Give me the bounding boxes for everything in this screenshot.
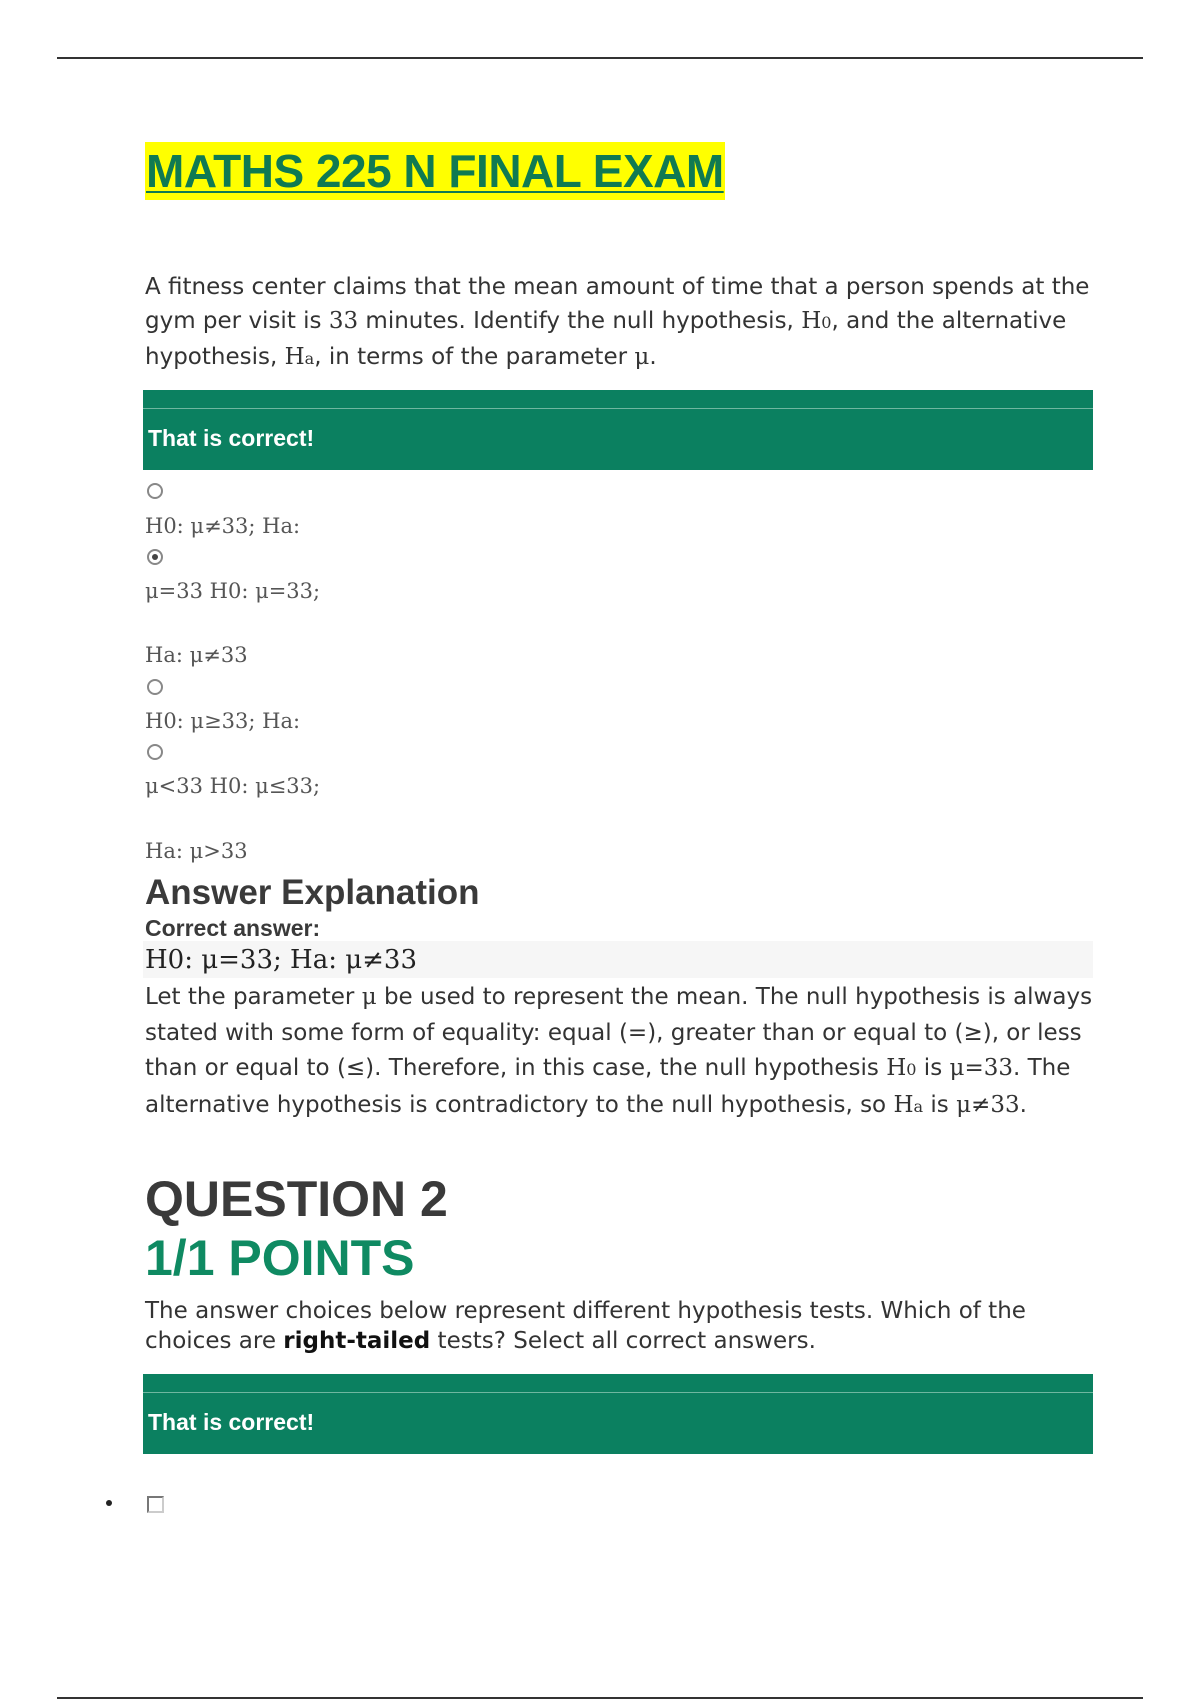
bottom-rule bbox=[57, 1697, 1143, 1699]
null-hypothesis-symbol: H0 bbox=[801, 308, 832, 334]
option-a-radio[interactable] bbox=[147, 483, 163, 499]
feedback-stripe bbox=[143, 1392, 1093, 1393]
question-2-points: 1/1 POINTS bbox=[145, 1230, 415, 1286]
feedback-stripe bbox=[143, 408, 1093, 409]
answer-explanation-heading: Answer Explanation bbox=[145, 873, 480, 912]
correct-answer-label: Correct answer: bbox=[145, 915, 321, 941]
question-1-text: A fitness center claims that the mean amount of time that a person spends at the gym per visit is 33 minutes. Identify the null hypothesis, H0, and the alternative hypothesis, Ha, in terms of the parameter μ. bbox=[145, 274, 1090, 370]
option-line-6: Ha: μ>33 bbox=[145, 839, 248, 863]
exam-title: MATHS 225 N FINAL EXAM bbox=[145, 142, 725, 200]
feedback-banner-q1 bbox=[143, 390, 1093, 470]
option-b-radio-selected[interactable] bbox=[147, 549, 163, 565]
question-2-text: The answer choices below represent different hypothesis tests. Which of the choices are right-tailed tests? Select all correct answers. bbox=[145, 1298, 1026, 1354]
alt-hypothesis-symbol: Ha bbox=[284, 344, 315, 370]
option-c-radio[interactable] bbox=[147, 679, 163, 695]
option-line-2: μ=33 H0: μ=33; bbox=[145, 579, 321, 603]
option-d-radio[interactable] bbox=[147, 744, 163, 760]
option-line-1: H0: μ≠33; Ha: bbox=[145, 514, 301, 538]
option-line-4: H0: μ≥33; Ha: bbox=[145, 709, 301, 733]
answer-checkbox[interactable] bbox=[147, 1496, 164, 1513]
feedback-message: That is correct! bbox=[148, 425, 315, 451]
option-line-3: Ha: μ≠33 bbox=[145, 643, 248, 667]
feedback-message: That is correct! bbox=[148, 1409, 315, 1435]
answer-explanation-text: Let the parameter μ be used to represent the mean. The null hypothesis is always stated with some form of equality: equal (=), greater than or equal to (≥), or less than or equal to (≤). Therefore, in this case, the null hypothesis H0 is μ=33. The alternative hypothesis is contradictory to the null hypothesis, so Ha is μ≠33. bbox=[145, 984, 1093, 1118]
feedback-banner-q2 bbox=[143, 1374, 1093, 1454]
correct-answer-value: H0: μ=33; Ha: μ≠33 bbox=[145, 945, 417, 975]
top-rule bbox=[57, 57, 1143, 59]
option-line-5: μ<33 H0: μ≤33; bbox=[145, 774, 321, 798]
list-bullet bbox=[106, 1500, 112, 1506]
question-2-heading: QUESTION 2 bbox=[145, 1171, 448, 1227]
